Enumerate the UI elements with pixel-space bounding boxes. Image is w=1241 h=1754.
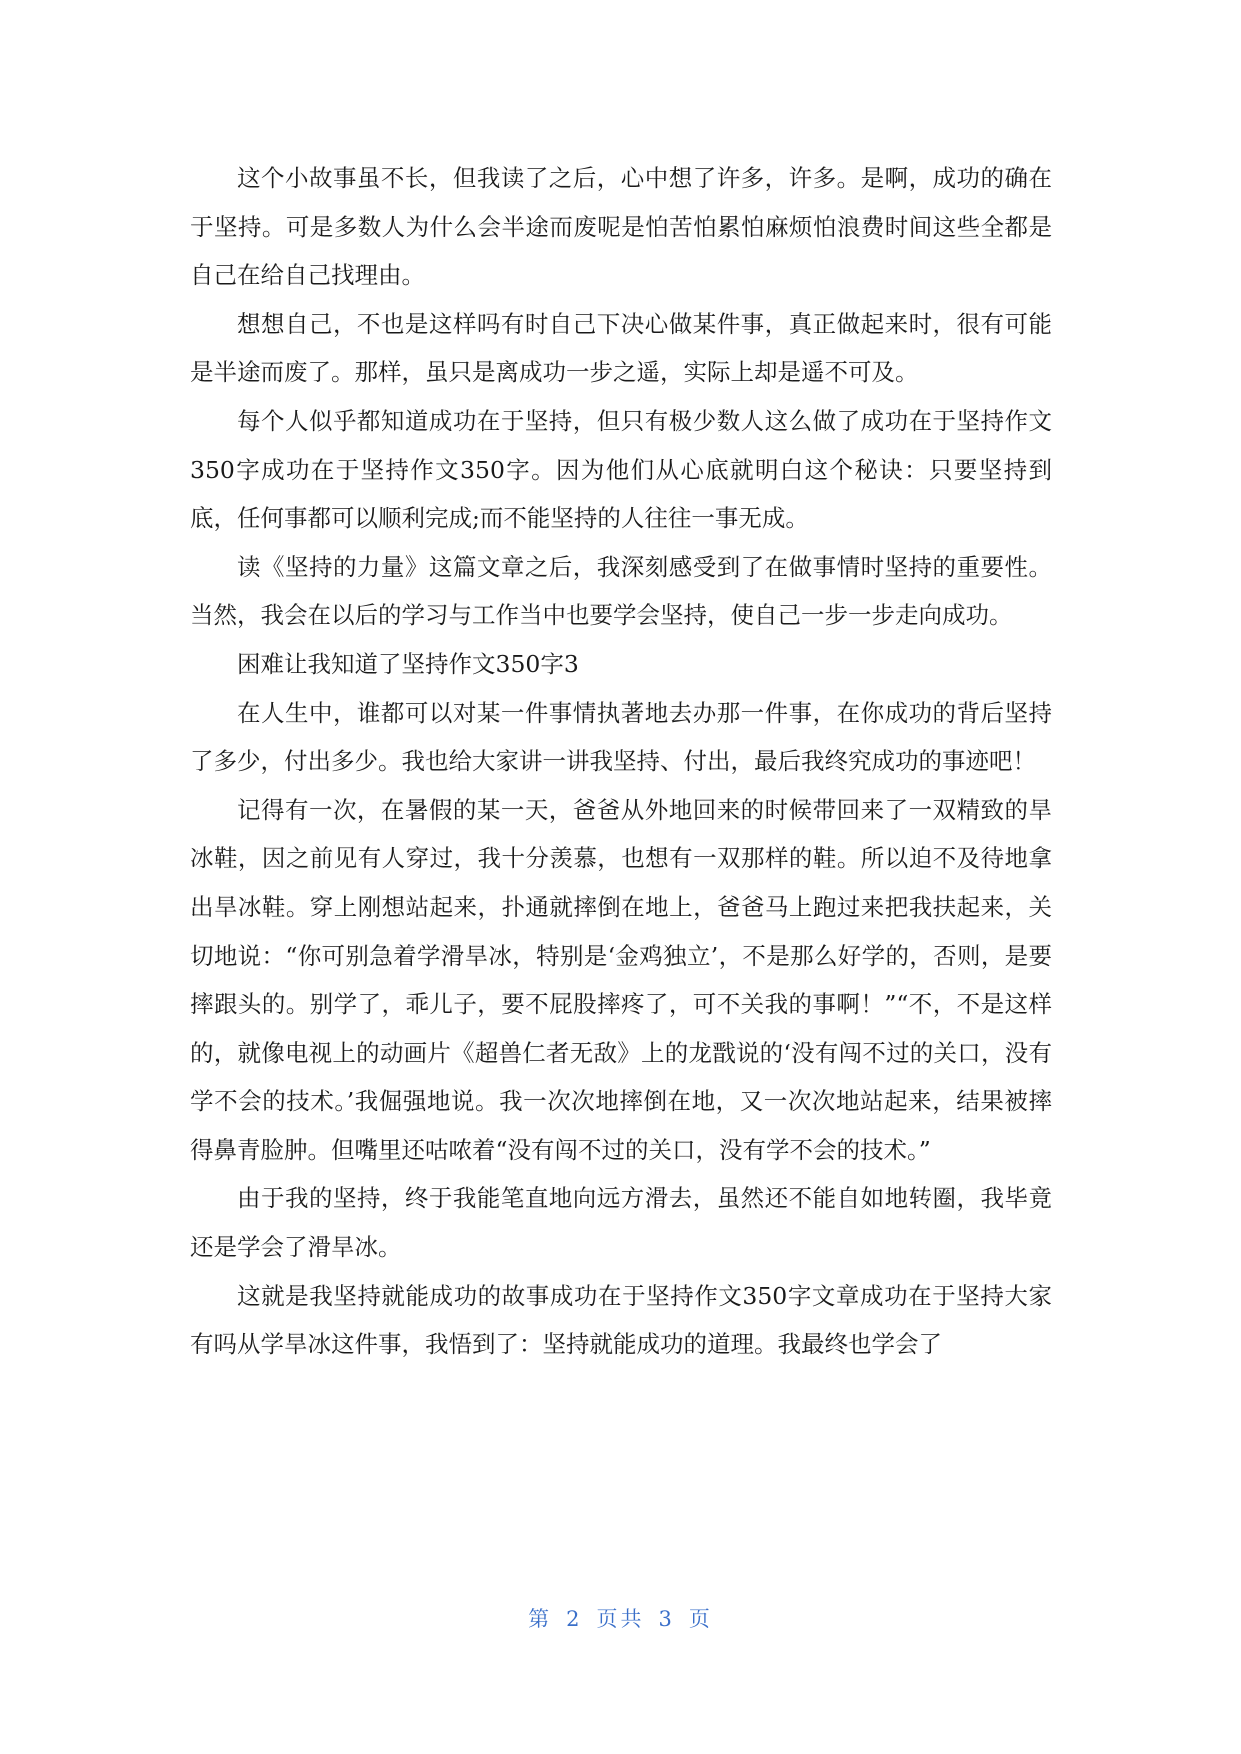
section-heading: 困难让我知道了坚持作文350字3	[237, 649, 579, 678]
paragraph: 这个小故事虽不长，但我读了之后，心中想了许多，许多。是啊，成功的确在于坚持。可是多数人为什么会半途而废呢是怕苦怕累怕麻烦怕浪费时间这些全都是自己在给自己找理由。	[190, 164, 1052, 290]
paragraph: 想想自己，不也是这样吗有时自己下决心做某件事，真正做起来时，很有可能是半途而废了。那样，虽只是离成功一步之遥，实际上却是遥不可及。	[190, 309, 1052, 387]
current-page-number: 2	[566, 1607, 583, 1631]
paragraph: 由于我的坚持，终于我能笔直地向远方滑去，虽然还不能自如地转圈，我毕竟还是学会了滑旱冰。	[190, 1184, 1052, 1262]
paragraph: 这就是我坚持就能成功的故事成功在于坚持作文350字文章成功在于坚持大家有吗从学旱冰这件事，我悟到了：坚持就能成功的道理。我最终也学会了	[190, 1281, 1052, 1359]
total-pages-number: 3	[658, 1607, 675, 1631]
footer-prefix: 第	[528, 1607, 553, 1631]
paragraph: 在人生中，谁都可以对某一件事情执著地去办那一件事，在你成功的背后坚持了多少，付出多少。我也给大家讲一讲我坚持、付出，最后我终究成功的事迹吧！	[190, 698, 1052, 776]
footer-middle: 页共	[596, 1607, 645, 1631]
footer-suffix: 页	[688, 1607, 713, 1631]
paragraph: 每个人似乎都知道成功在于坚持，但只有极少数人这么做了成功在于坚持作文350字成功在于坚持作文350字。因为他们从心底就明白这个秘诀：只要坚持到底，任何事都可以顺利完成;而不能坚持的人往往一事无成。	[190, 406, 1052, 533]
page-footer	[0, 1603, 1241, 1633]
document-body	[190, 154, 1052, 1369]
paragraph: 记得有一次，在暑假的某一天，爸爸从外地回来的时候带回来了一双精致的旱冰鞋，因之前见有人穿过，我十分羡慕，也想有一双那样的鞋。所以迫不及待地拿出旱冰鞋。穿上刚想站起来，扑通就摔倒在地上，爸爸马上跑过来把我扶起来，关切地说：“你可别急着学滑旱冰，特别是‘金鸡独立’，不是那么好学的，否则，是要摔跟头的。别学了，乖儿子，要不屁股摔疼了，可不关我的事啊！”“不，不是这样的，就像电视上的动画片《超兽仁者无敌》上的龙戬说的‘没有闯不过的关口，没有学不会的技术。’我倔强地说。我一次次地摔倒在地，又一次次地站起来，结果被摔得鼻青脸肿。但嘴里还咕哝着“没有闯不过的关口，没有学不会的技术。”	[190, 795, 1052, 1164]
paragraph: 读《坚持的力量》这篇文章之后，我深刻感受到了在做事情时坚持的重要性。当然，我会在以后的学习与工作当中也要学会坚持，使自己一步一步走向成功。	[190, 552, 1052, 630]
